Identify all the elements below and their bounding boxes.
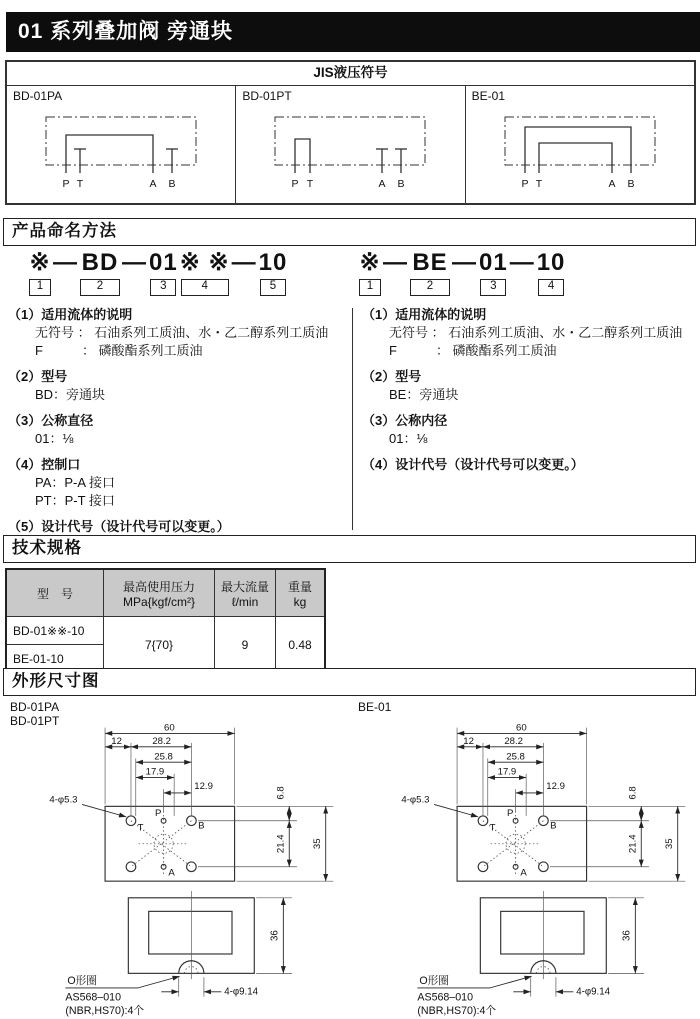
code-dash: — bbox=[231, 249, 257, 276]
col-header-pressure-line2: MPa{kgf/cm²} bbox=[122, 594, 196, 609]
port-label-t: T bbox=[76, 178, 84, 190]
code-segment: 10 bbox=[258, 249, 288, 276]
col-header-flow bbox=[215, 569, 276, 617]
dim-21-4: 21.4 bbox=[275, 834, 287, 854]
section-title-naming: 产品命名方法 bbox=[3, 218, 696, 246]
hydraulic-symbol-bd01pa bbox=[26, 107, 216, 195]
hydraulic-symbol-bd01pt bbox=[255, 107, 445, 195]
code-dash: — bbox=[383, 249, 408, 276]
spec-row-bd bbox=[6, 617, 325, 645]
hydraulic-symbol-be01 bbox=[485, 107, 675, 195]
note-line: PA：P-A 接口 bbox=[35, 475, 115, 490]
code-col bbox=[510, 250, 535, 276]
drawing-be-top-view bbox=[398, 720, 700, 885]
note-heading: （5）设计代号（设计代号可以变更。） bbox=[8, 519, 230, 534]
symbol-label: BD-01PT bbox=[242, 89, 292, 103]
code-segment: BD bbox=[81, 249, 119, 276]
col-header-flow-line2: ℓ/min bbox=[231, 594, 259, 609]
col-header-pressure bbox=[104, 569, 215, 617]
port-label-t: T bbox=[307, 178, 314, 190]
dim-25-8: 25.8 bbox=[506, 751, 525, 763]
dim-12: 12 bbox=[111, 735, 122, 747]
pressure-cell: 7{70} bbox=[104, 617, 215, 674]
port-label-p: P bbox=[154, 807, 162, 819]
code-dash: — bbox=[509, 249, 535, 276]
dim-12-9: 12.9 bbox=[546, 781, 565, 793]
code-col bbox=[359, 250, 381, 296]
code-col bbox=[149, 250, 178, 296]
dim-hole-4-phi5-3: 4-φ5.3 bbox=[49, 794, 78, 806]
code-index-box: 1 bbox=[359, 279, 381, 296]
model-code-be bbox=[358, 250, 566, 296]
dim-12: 12 bbox=[463, 735, 474, 747]
naming-notes-bd bbox=[8, 306, 348, 535]
code-col bbox=[122, 250, 147, 276]
code-index-box: 4 bbox=[181, 279, 229, 296]
port-label-t: T bbox=[535, 178, 543, 190]
naming-notes-be bbox=[362, 306, 696, 473]
note-heading: （4）控制口 bbox=[8, 457, 81, 472]
jis-symbol-table bbox=[5, 60, 696, 205]
dim-6-8: 6.8 bbox=[275, 786, 287, 800]
dim-hole-4-phi5-3: 4-φ5.3 bbox=[401, 794, 430, 806]
drawing-bd-top-view bbox=[46, 720, 356, 885]
dim-36: 36 bbox=[621, 930, 633, 941]
drawing-label-bd01pt: BD-01PT bbox=[10, 714, 60, 728]
port-label-p: P bbox=[62, 178, 70, 190]
dim-21-4: 21.4 bbox=[627, 834, 639, 854]
dim-28-2: 28.2 bbox=[504, 735, 523, 747]
code-col bbox=[180, 250, 230, 296]
oring-label-line1: O形圈 bbox=[419, 975, 449, 988]
spec-table bbox=[5, 568, 326, 674]
dim-6-8: 6.8 bbox=[627, 786, 639, 800]
jis-cell-bd01pt bbox=[236, 86, 465, 204]
dim-36: 36 bbox=[269, 930, 281, 941]
col-header-weight-line1: 重量 bbox=[287, 579, 312, 594]
code-segment: ※ bbox=[359, 249, 381, 276]
col-header-weight bbox=[276, 569, 326, 617]
code-col bbox=[53, 250, 78, 276]
port-label-b: B bbox=[198, 820, 205, 832]
col-header-weight-line2: kg bbox=[293, 594, 307, 609]
oring-label-line2: AS568–010 bbox=[417, 991, 473, 1004]
port-label-p: P bbox=[521, 178, 529, 190]
code-col bbox=[232, 250, 257, 276]
oring-label-line2: AS568–010 bbox=[65, 991, 121, 1004]
column-divider bbox=[352, 308, 353, 530]
symbol-label: BD-01PA bbox=[13, 89, 63, 103]
code-segment: 10 bbox=[536, 249, 566, 276]
code-index-box: 3 bbox=[150, 279, 176, 296]
port-label-a: A bbox=[168, 867, 175, 879]
dim-17-9: 17.9 bbox=[145, 766, 165, 778]
drawing-be-bottom-view bbox=[398, 888, 700, 1019]
jis-cell-be01 bbox=[466, 86, 694, 204]
port-label-t: T bbox=[137, 822, 144, 834]
dim-25-8: 25.8 bbox=[154, 751, 173, 763]
code-index-box: 2 bbox=[410, 279, 450, 296]
dim-12-9: 12.9 bbox=[194, 781, 213, 793]
code-col bbox=[452, 250, 477, 276]
code-segment: 01 bbox=[149, 249, 178, 276]
code-segment: ※ ※ bbox=[179, 249, 230, 276]
code-segment: 01 bbox=[479, 249, 508, 276]
oring-label-line3: (NBR,HS70):4个 bbox=[417, 1005, 497, 1018]
note-line: PT：P-T 接口 bbox=[35, 493, 115, 508]
port-label-b: B bbox=[397, 178, 405, 190]
dim-oring-4-phi9-14: 4-φ9.14 bbox=[576, 986, 610, 998]
note-line: 01：⅛ bbox=[35, 431, 74, 446]
code-segment: BE bbox=[412, 249, 448, 276]
col-header-model: 型 号 bbox=[6, 569, 104, 617]
code-segment: ※ bbox=[29, 249, 51, 276]
code-dash: — bbox=[122, 249, 147, 276]
code-col bbox=[259, 250, 288, 296]
note-line: 01：⅛ bbox=[389, 431, 428, 446]
model-cell: BD-01※※-10 bbox=[6, 617, 104, 645]
code-index-box: 3 bbox=[480, 279, 506, 296]
note-line: 无符号 ： 石油系列工质油、水・乙二醇系列工质油 bbox=[35, 325, 329, 340]
symbol-label: BE-01 bbox=[471, 89, 506, 103]
port-label-t: T bbox=[489, 822, 496, 834]
code-col bbox=[410, 250, 450, 296]
port-label-p: P bbox=[506, 807, 514, 819]
port-label-b: B bbox=[168, 178, 176, 190]
note-heading: （3）公称直径 bbox=[8, 413, 94, 428]
code-index-box: 5 bbox=[260, 279, 286, 296]
col-header-flow-line1: 最大流量 bbox=[220, 579, 269, 594]
dim-60: 60 bbox=[516, 722, 527, 734]
dim-60: 60 bbox=[164, 722, 175, 734]
code-col bbox=[29, 250, 51, 296]
note-heading: （1）适用流体的说明 bbox=[362, 307, 487, 322]
code-index-box: 1 bbox=[29, 279, 51, 296]
note-heading: （3）公称内径 bbox=[362, 413, 448, 428]
model-cell: BE-01-10 bbox=[6, 645, 104, 674]
note-line: F ： 磷酸酯系列工质油 bbox=[35, 343, 203, 358]
port-label-b: B bbox=[550, 820, 557, 832]
note-heading: （4）设计代号（设计代号可以变更。） bbox=[362, 457, 584, 472]
port-label-p: P bbox=[291, 178, 299, 190]
model-code-bd bbox=[28, 250, 288, 296]
drawing-label-be: BE-01 bbox=[358, 700, 392, 714]
drawing-label-bd01pa: BD-01PA bbox=[10, 700, 60, 714]
flow-cell: 9 bbox=[215, 617, 276, 674]
oring-label-line1: O形圈 bbox=[67, 975, 97, 988]
code-col bbox=[80, 250, 120, 296]
code-col bbox=[383, 250, 408, 276]
port-label-a: A bbox=[608, 178, 616, 190]
jis-table-header: JIS液压符号 bbox=[7, 62, 694, 86]
note-heading: （1）适用流体的说明 bbox=[8, 307, 133, 322]
section-title-specs: 技术规格 bbox=[3, 535, 696, 563]
drawing-bd-bottom-view bbox=[46, 888, 356, 1019]
code-dash: — bbox=[53, 249, 78, 276]
oring-label-line3: (NBR,HS70):4个 bbox=[65, 1005, 145, 1018]
weight-cell: 0.48 bbox=[276, 617, 326, 674]
dim-oring-4-phi9-14: 4-φ9.14 bbox=[224, 986, 258, 998]
note-heading: （2）型号 bbox=[8, 369, 68, 384]
code-col bbox=[479, 250, 508, 296]
note-line: 无符号 ： 石油系列工质油、水・乙二醇系列工质油 bbox=[389, 325, 683, 340]
spec-header-row bbox=[6, 569, 325, 617]
port-label-a: A bbox=[149, 178, 157, 190]
port-label-a: A bbox=[378, 178, 386, 190]
dim-28-2: 28.2 bbox=[152, 735, 171, 747]
code-col bbox=[537, 250, 566, 296]
note-line: F ： 磷酸酯系列工质油 bbox=[389, 343, 557, 358]
page-title: 01 系列叠加阀 旁通块 bbox=[6, 12, 700, 52]
dim-35: 35 bbox=[311, 838, 323, 850]
dim-35: 35 bbox=[663, 838, 675, 850]
col-header-pressure-line1: 最高使用压力 bbox=[122, 579, 195, 594]
note-heading: （2）型号 bbox=[362, 369, 422, 384]
note-line: BD：旁通块 bbox=[35, 387, 106, 402]
jis-cell-bd01pa bbox=[7, 86, 236, 204]
section-title-dimensions: 外形尺寸图 bbox=[3, 668, 696, 696]
port-label-b: B bbox=[627, 178, 635, 190]
note-line: BE：旁通块 bbox=[389, 387, 459, 402]
code-dash: — bbox=[452, 249, 477, 276]
dim-17-9: 17.9 bbox=[497, 766, 517, 778]
port-label-a: A bbox=[520, 867, 527, 879]
code-index-box: 2 bbox=[80, 279, 120, 296]
jis-table-body bbox=[7, 86, 694, 204]
code-index-box: 4 bbox=[538, 279, 564, 296]
